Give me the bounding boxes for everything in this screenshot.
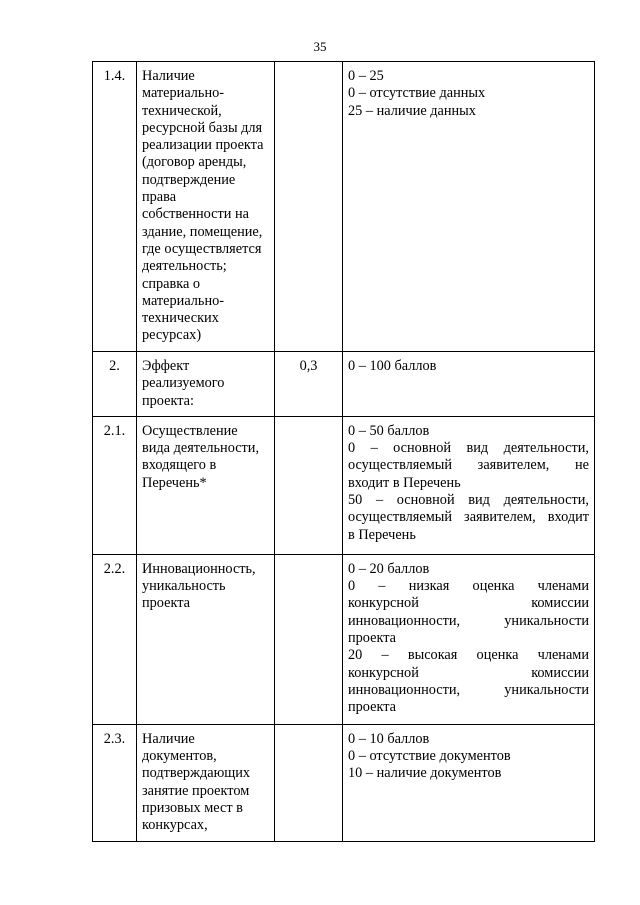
criterion-name (137, 724, 275, 841)
score-line: проекта (348, 699, 396, 716)
score-cell (343, 62, 595, 352)
criterion-weight: 0,3 (275, 352, 343, 417)
criterion-name (137, 62, 275, 352)
score-line: 0 – 100 баллов (348, 358, 437, 374)
score-line: проекта (348, 630, 396, 647)
row-number: 1.4. (93, 62, 137, 352)
score-line: 0 – низкая оценка членами (348, 578, 589, 595)
score-line: 0 – 20 баллов (348, 560, 430, 577)
score-line: 0 – 10 баллов (348, 730, 430, 747)
score-line: осуществляемый заявителем, входит (348, 509, 589, 526)
criterion-weight (275, 62, 343, 352)
score-line: инновационности, уникальности (348, 681, 589, 698)
score-line: 0 – основной вид деятельности, (348, 440, 589, 457)
page-number: 35 (313, 39, 327, 54)
criterion-name (137, 416, 275, 554)
score-cell (343, 554, 595, 724)
score-line: осуществляемый заявителем, не (348, 457, 589, 474)
criterion-name-text: Наличие материально- технической, ресурсной базы для реализации проекта (договор аренды, подтверждение права собственности на здание, помещение, где осуществляется деятельность; справка о материально- технических ресурсах) (142, 68, 264, 344)
score-line: 25 – наличие данных (348, 102, 476, 119)
score-line: в Перечень (348, 526, 416, 543)
table-row (93, 62, 595, 352)
score-line: 50 – основной вид деятельности, (348, 492, 589, 509)
table-row (93, 724, 595, 841)
score-line: конкурсной комиссии (348, 595, 589, 612)
criterion-name-text: Эффект реализуемого проекта: (142, 358, 225, 409)
criterion-name-text: Наличие документов, подтверждающих занятие проектом призовых мест в конкурсах, (142, 730, 251, 834)
score-line: 20 – высокая оценка членами (348, 647, 589, 664)
score-line: 0 – отсутствие документов (348, 748, 511, 765)
score-cell (343, 352, 595, 417)
criterion-weight (275, 554, 343, 724)
row-number: 2.2. (93, 554, 137, 724)
score-line: 10 – наличие документов (348, 765, 502, 782)
score-line: входит в Перечень (348, 474, 461, 491)
criterion-name (137, 352, 275, 417)
table-row (93, 554, 595, 724)
score-line: 0 – 25 (348, 68, 384, 84)
criterion-name-text: Инновационность, уникальность проекта (142, 560, 256, 612)
row-number: 2. (93, 352, 137, 417)
score-line: инновационности, уникальности (348, 612, 589, 629)
criterion-weight (275, 724, 343, 841)
row-number: 2.3. (93, 724, 137, 841)
criterion-weight (275, 416, 343, 554)
criterion-name (137, 554, 275, 724)
score-line: конкурсной комиссии (348, 664, 589, 681)
criterion-name-text: Осуществление вида деятельности, входящего в Перечень* (142, 422, 260, 491)
row-number: 2.1. (93, 416, 137, 554)
criteria-table (92, 61, 595, 842)
table-row (93, 352, 595, 417)
table-row (93, 416, 595, 554)
score-cell (343, 416, 595, 554)
score-line: 0 – 50 баллов (348, 422, 430, 439)
score-cell (343, 724, 595, 841)
score-line: 0 – отсутствие данных (348, 85, 486, 102)
